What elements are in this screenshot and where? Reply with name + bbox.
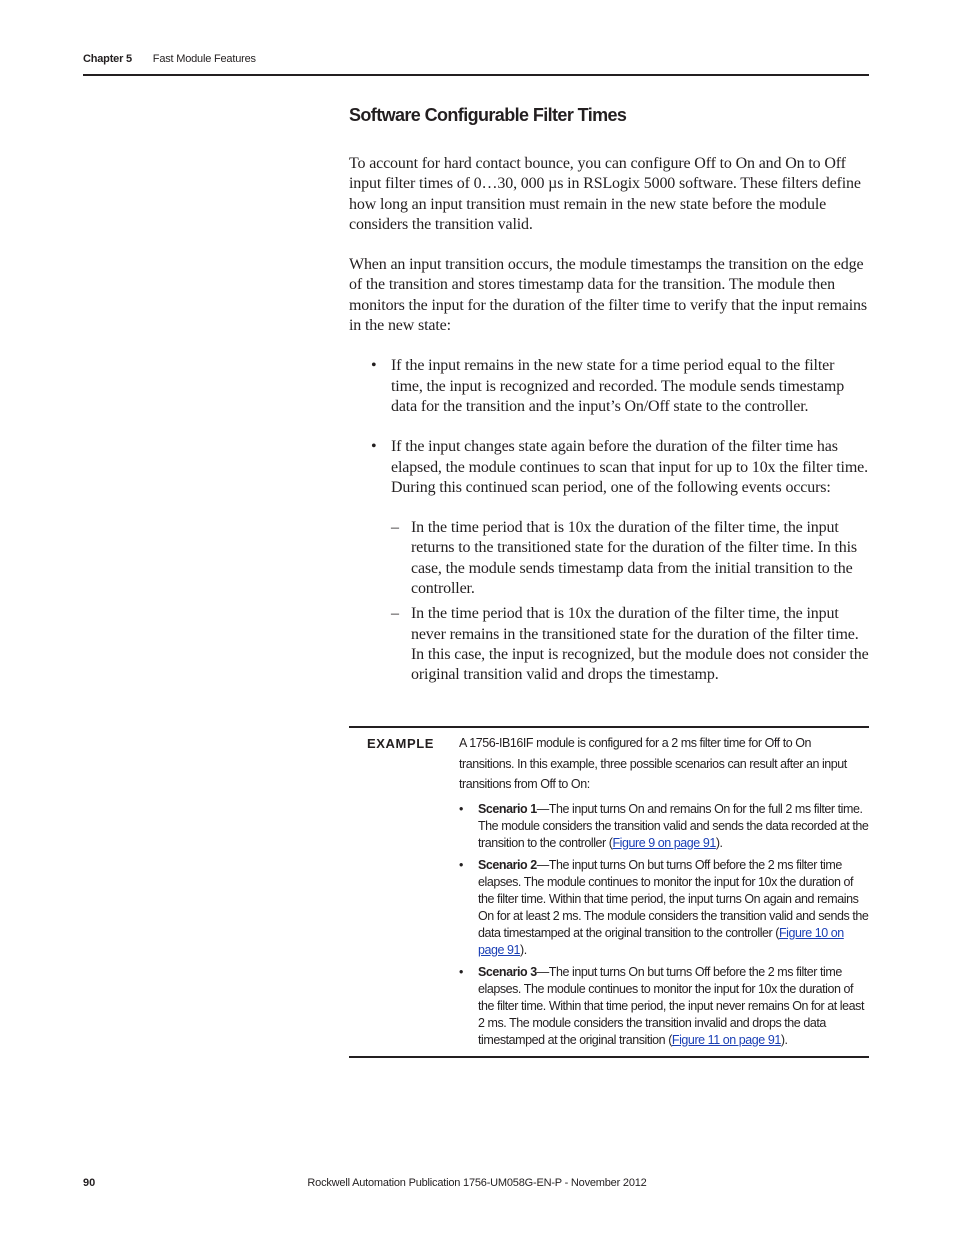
section-heading: Software Configurable Filter Times	[349, 105, 627, 125]
example-intro: A 1756-IB16IF module is configured for a 2 ms filter time for Off to On transitions. In this example, three possible scenarios can result after an input transitions from Off to On:	[459, 736, 847, 791]
bullet-marker: •	[371, 357, 377, 375]
scenario-item	[459, 964, 869, 1049]
scenario-title: Scenario 1	[478, 801, 537, 816]
figure-link[interactable]: Figure 10 on page 91	[478, 925, 844, 957]
example-box	[349, 726, 869, 1058]
scenario-item	[459, 801, 869, 852]
bullet-marker: •	[459, 801, 463, 816]
scenario-end: ).	[715, 835, 723, 850]
scenario-end: ).	[520, 942, 527, 957]
bullet-text: If the input changes state again before the duration of the filter time has elapsed, the module continues to scan that input for up to 10x the filter time. During this continued scan period, one of the following events occurs:	[391, 438, 868, 496]
scenario-end: ).	[780, 1032, 788, 1047]
publication-footer: Rockwell Automation Publication 1756-UM058G-EN-P - November 2012	[307, 1177, 647, 1189]
intro-paragraph: To account for hard contact bounce, you can configure Off to On and On to Off input filter times of 0…30, 000 µs in RSLogix 5000 software. These filters define how long an input transition must remain in the new state before the module considers the transition valid.	[349, 155, 861, 233]
chapter-label: Chapter 5	[83, 53, 132, 65]
bullet-item	[349, 437, 869, 498]
scenario-item	[459, 857, 869, 959]
scenario-text: —The input turns On and remains On for the full 2 ms filter time. The module considers the transition valid and sends the data recorded at the transition to the controller (	[478, 801, 869, 850]
running-header	[83, 53, 256, 65]
main-content	[349, 105, 869, 691]
sub-list-item	[349, 604, 869, 685]
dash-marker: –	[391, 605, 399, 623]
header-divider	[83, 74, 869, 76]
bullet-marker: •	[459, 857, 463, 872]
figure-link[interactable]: Figure 11 on page 91	[671, 1032, 781, 1047]
sub-list-text: In the time period that is 10x the duration of the filter time, the input never remains in the transitioned state for the duration of the filter time. In this case, the input is recognized, but the module does not consider the original transition valid and drops the timestamp.	[411, 605, 869, 684]
bullet-marker: •	[371, 438, 377, 456]
example-body	[459, 733, 869, 1054]
section-label: Fast Module Features	[152, 53, 256, 65]
bullet-text: If the input remains in the new state for a time period equal to the filter time, the input is recognized and recorded. The module sends timestamp data for the transition and the input’s On/Off state to the controller.	[391, 357, 845, 415]
example-label: EXAMPLE	[367, 736, 435, 751]
scenario-text: —The input turns On but turns Off before the 2 ms filter time elapses. The module continues to monitor the input for 10x the duration of the filter time. Within that time period, the input turns On again and remains On for at least 2 ms. The module considers the transition valid and sends the data timestamped at the original transition to the controller (	[478, 857, 869, 940]
figure-link[interactable]: Figure 9 on page 91	[612, 835, 716, 850]
bullet-marker: •	[459, 964, 463, 979]
scenario-title: Scenario 3	[478, 964, 537, 979]
bullet-item	[349, 356, 869, 417]
scenario-title: Scenario 2	[478, 857, 537, 872]
sub-list-item	[349, 518, 869, 599]
sub-list-text: In the time period that is 10x the duration of the filter time, the input returns to the transitioned state for the duration of the filter time. In this case, the module sends timestamp data from the initial transition to the controller.	[411, 519, 857, 598]
page-number: 90	[83, 1177, 96, 1189]
transition-paragraph: When an input transition occurs, the module timestamps the transition on the edge of the transition and stores timestamp data for the transition. The module then monitors the input for the duration of the filter time to verify that the input remains in the new state:	[349, 256, 867, 335]
scenario-text: —The input turns On but turns Off before the 2 ms filter time elapses. The module continues to monitor the input for 10x the duration of the filter time. Within that time period, the input never remains On for at least 2 ms. The module considers the transition invalid and drops the data timestamped at the original transition (	[478, 964, 864, 1047]
dash-marker: –	[391, 519, 399, 537]
